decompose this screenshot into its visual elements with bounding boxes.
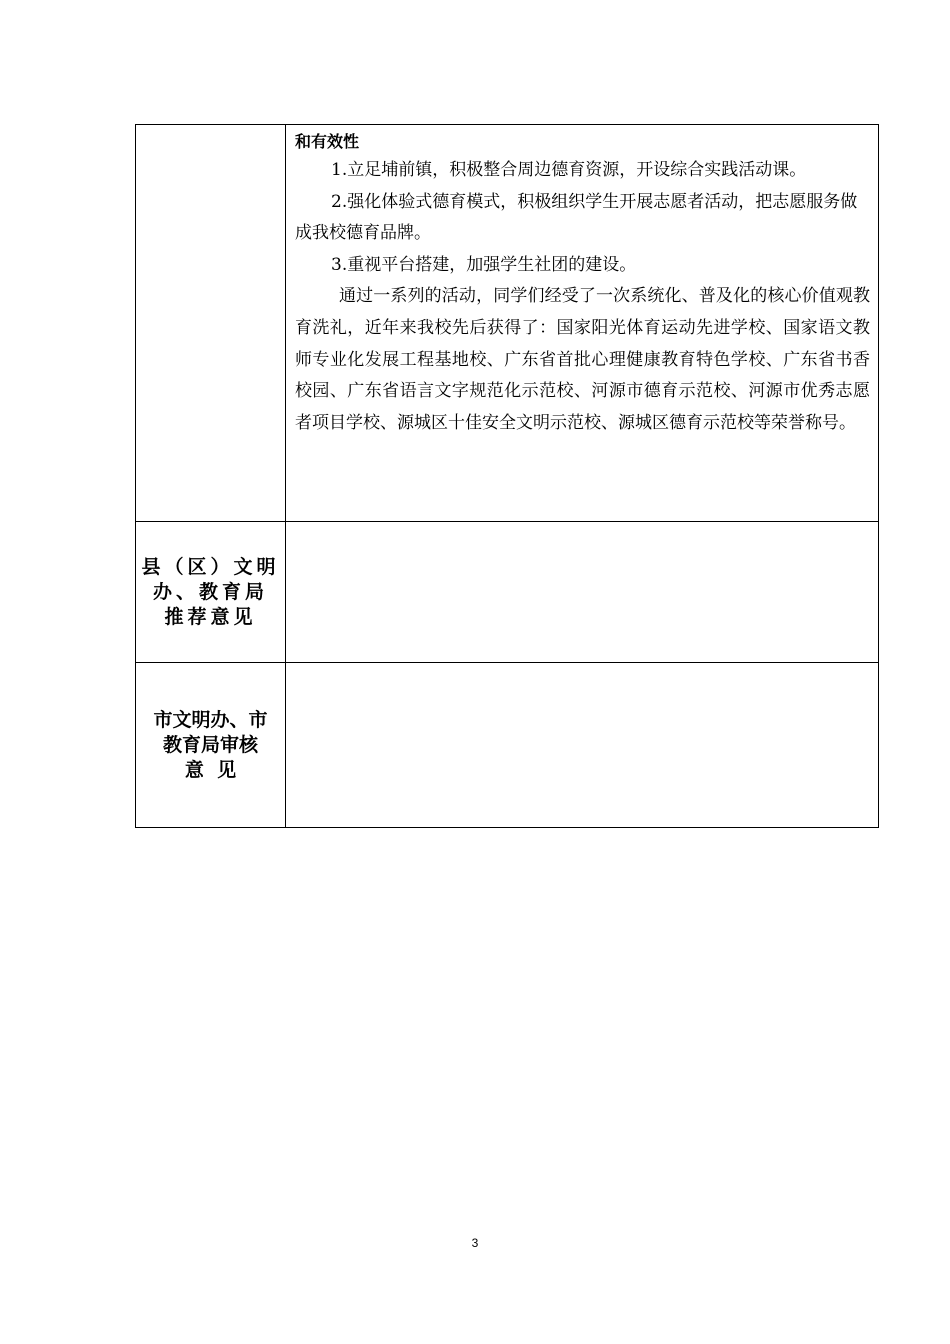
content-item-2: 2.强化体验式德育模式，积极组织学生开展志愿者活动，把志愿服务做成我校德育品牌。 <box>295 191 858 244</box>
city-label-line-1: 市文明办、市 <box>153 708 268 731</box>
county-opinion-label <box>136 522 286 663</box>
content-row-label-cell <box>136 125 286 522</box>
county-label-line-3: 推荐意见 <box>164 605 257 628</box>
county-label-line-1: 县（区）文明 <box>141 555 280 578</box>
city-label-line-2: 教育局审核 <box>162 733 258 756</box>
content-item-1: 1.立足埔前镇，积极整合周边德育资源，开设综合实践活动课。 <box>331 160 807 180</box>
city-opinion-field[interactable] <box>286 663 879 828</box>
county-opinion-field[interactable] <box>286 522 879 663</box>
page-number: 3 <box>471 1236 479 1250</box>
content-text <box>286 125 878 445</box>
content-paragraph: 通过一系列的活动，同学们经受了一次系统化、普及化的核心价值观教育洗礼，近年来我校先后获得了：国家阳光体育运动先进学校、国家语文教师专业化发展工程基地校、广东省首批心理健康教育特色学校、广东省书香校园、广东省语言文字规范化示范校、河源市德育示范校、河源市优秀志愿者项目学校、源城区十佳安全文明示范校、源城区德育示范校等荣誉称号。 <box>295 286 870 433</box>
county-label-line-2: 办、教育局 <box>152 580 268 603</box>
recommendation-form-table <box>135 124 879 828</box>
content-lead: 和有效性 <box>295 132 360 151</box>
city-label-line-3: 意 见 <box>184 758 237 781</box>
content-cell <box>286 125 879 522</box>
city-opinion-label <box>136 663 286 828</box>
content-row <box>136 125 879 522</box>
city-opinion-row <box>136 663 879 828</box>
content-item-3: 3.重视平台搭建，加强学生社团的建设。 <box>331 254 637 275</box>
county-opinion-row <box>136 522 879 663</box>
